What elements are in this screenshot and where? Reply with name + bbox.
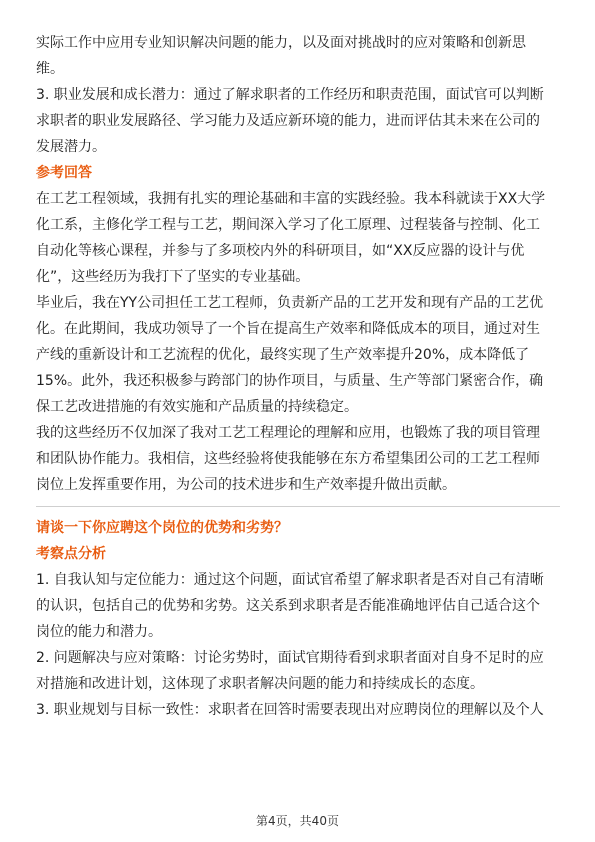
point-3-career-development: 3. 职业发展和成长潜力：通过了解求职者的工作经历和职责范围，面试官可以判断 求职者的职业发展路径、学习能力及适应新环境的能力，进而评估其未来在公司的 发展潜力。 [36,87,544,155]
page-footer: 第4页，共40页 [256,814,339,828]
document-page [36,30,560,723]
answer-paragraph-1: 在工艺工程领域，我拥有扎实的理论基础和丰富的实践经验。我本科就读于XX大学 化工系，主修化学工程与工艺，期间深入学习了化工原理、过程装备与控制、化工 自动化等核心课程，并参与了多项校内外的科研项目，如“XX反应器的设计与优 化”，这些经历为我打下了坚实的专业基础。 [36,191,546,285]
analysis-heading: 考察点分析 [36,546,106,562]
paragraph-continuation: 实际工作中应用专业知识解决问题的能力，以及面对挑战时的应对策略和创新思 维。 [36,35,526,77]
section-divider [36,506,560,507]
point-1-self-awareness: 1. 自我认知与定位能力：通过这个问题，面试官希望了解求职者是否对自己有清晰 的认识，包括自己的优势和劣势。这关系到求职者是否能准确地评估自己适合这个 岗位的能力和潜力。 [36,572,544,640]
answer-paragraph-2: 毕业后，我在YY公司担任工艺工程师，负责新产品的工艺开发和现有产品的工艺优 化。在此期间，我成功领导了一个旨在提高生产效率和降低成本的项目，通过对生 产线的重新设计和工艺流程的优化，最终实现了生产效率提升20%，成本降低了 15%。此外，我还积极参与跨部门的协作项目，与质量、生产等部门紧密合作，确 保工艺改进措施的有效实施和产品质量的持续稳定。 [36,295,544,415]
point-3-career-planning: 3. 职业规划与目标一致性：求职者在回答时需要表现出对应聘岗位的理解以及个人 [36,702,544,718]
reference-answer-heading: 参考回答 [36,165,92,181]
question-title: 请谈一下你应聘这个岗位的优势和劣势？ [36,520,288,536]
point-2-problem-solving: 2. 问题解决与应对策略：讨论劣势时，面试官期待看到求职者面对自身不足时的应 对措施和改进计划，这体现了求职者解决问题的能力和持续成长的态度。 [36,650,544,692]
answer-paragraph-3: 我的这些经历不仅加深了我对工艺工程理论的理解和应用，也锻炼了我的项目管理 和团队协作能力。我相信，这些经验将使我能够在东方希望集团公司的工艺工程师 岗位上发挥重要作用，为公司的技术进步和生产效率提升做出贡献。 [36,425,540,493]
